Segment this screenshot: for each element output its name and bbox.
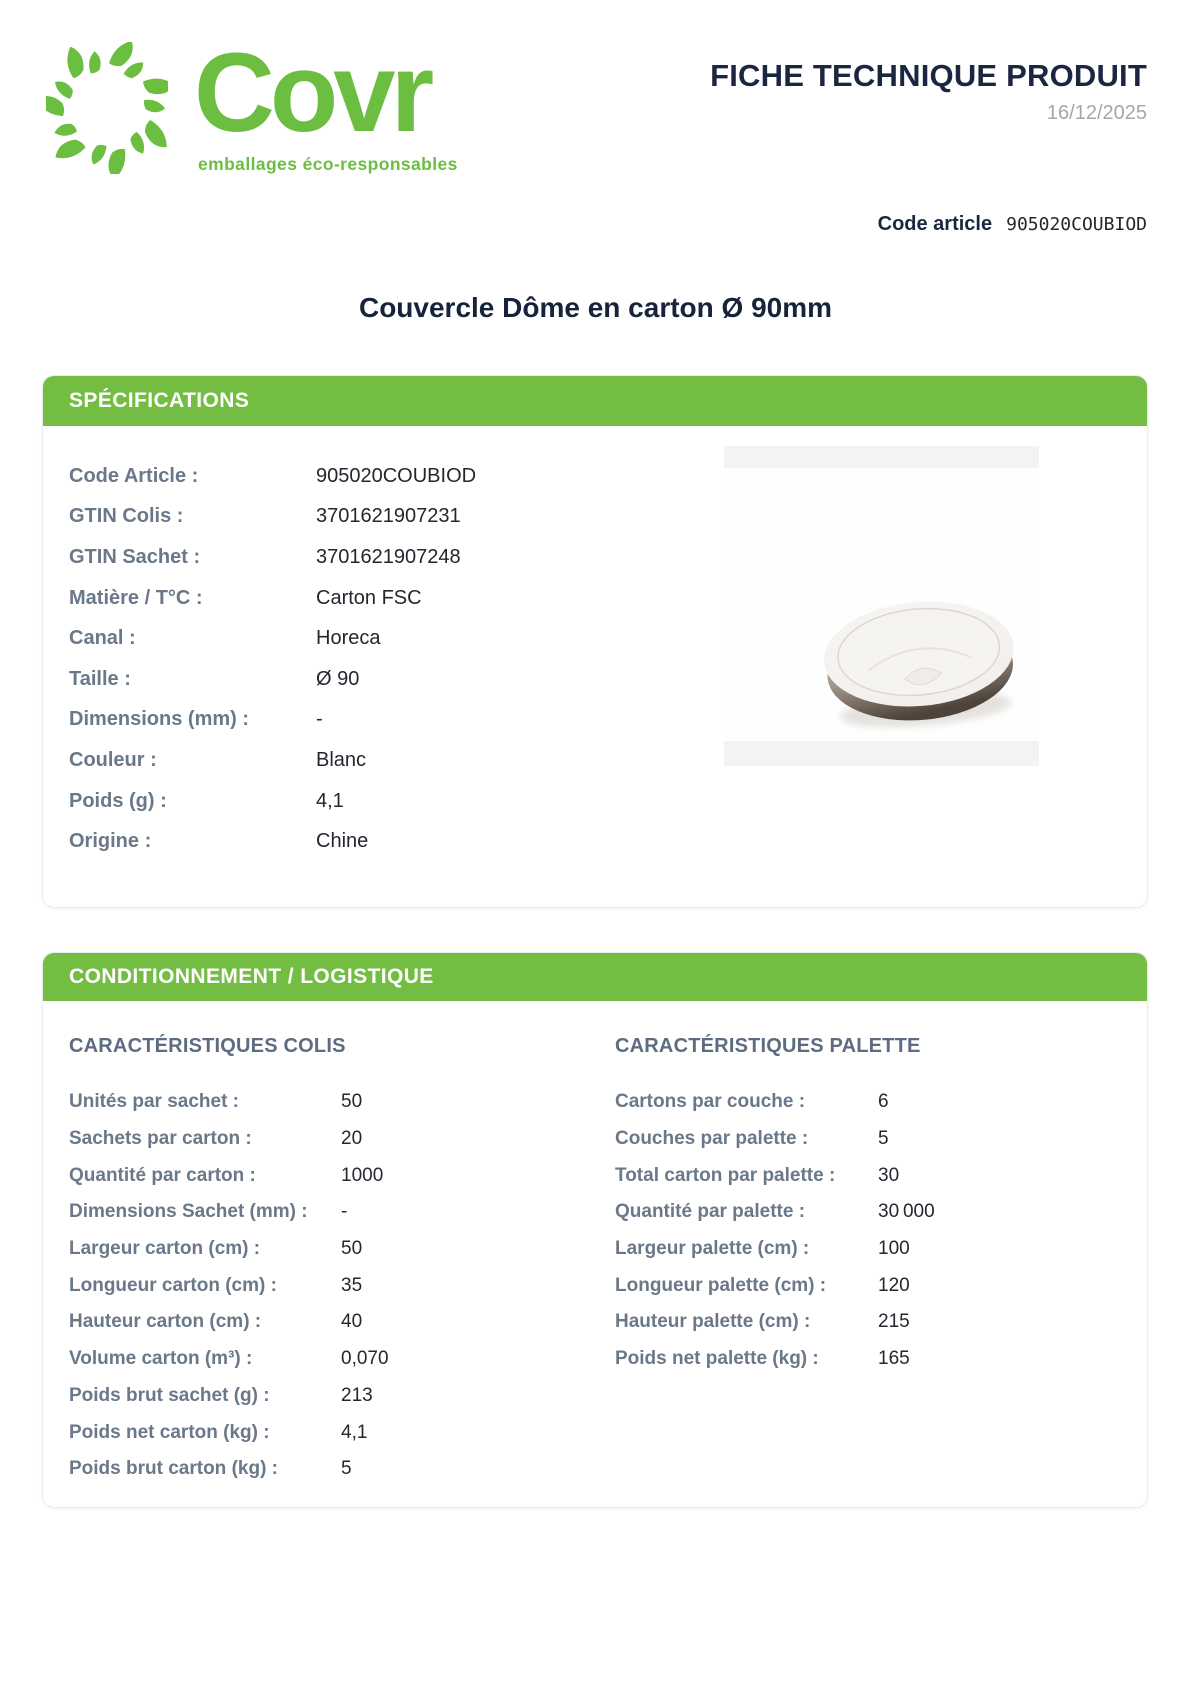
logistics-row xyxy=(615,1231,1147,1268)
document-date: 16/12/2025 xyxy=(1046,102,1147,124)
logistics-row xyxy=(615,1267,1147,1304)
logistics-row xyxy=(69,1121,615,1158)
logistics-value: 0,070 xyxy=(341,1348,389,1370)
logistics-value: 30 xyxy=(878,1164,900,1186)
spec-label: Code Article : xyxy=(69,464,199,487)
spec-label: GTIN Sachet : xyxy=(69,545,201,568)
logistics-value: 50 xyxy=(341,1091,363,1113)
brand-tagline: emballages éco-responsables xyxy=(198,154,458,174)
document-title: FICHE TECHNIQUE PRODUIT xyxy=(710,58,1147,93)
spec-label: GTIN Colis : xyxy=(69,505,184,528)
logo-text xyxy=(194,30,458,175)
code-article-label: Code article xyxy=(877,213,993,235)
spec-label: Dimensions (mm) : xyxy=(69,708,250,731)
spec-value: Carton FSC xyxy=(316,586,422,609)
logistics-row xyxy=(69,1451,615,1488)
spec-row xyxy=(69,497,689,538)
colis-column-title: CARACTÉRISTIQUES COLIS xyxy=(69,1035,346,1057)
photo-background-band xyxy=(724,446,1039,468)
logistics-label: Dimensions Sachet (mm) : xyxy=(69,1201,308,1223)
logistics-label: Cartons par couche : xyxy=(615,1091,806,1113)
specifications-section-header: SPÉCIFICATIONS xyxy=(43,376,1147,426)
spec-row xyxy=(69,456,689,497)
logistics-row xyxy=(69,1304,615,1341)
spec-row xyxy=(69,578,689,619)
logistics-value: 5 xyxy=(878,1128,889,1150)
code-article-value: 905020COUBIOD xyxy=(1006,214,1147,235)
logistics-value: 213 xyxy=(341,1384,373,1406)
spec-label: Couleur : xyxy=(69,748,157,771)
spec-row xyxy=(69,821,689,862)
spec-value: Ø 90 xyxy=(316,667,360,690)
logistics-row xyxy=(69,1157,615,1194)
spec-label: Poids (g) : xyxy=(69,789,167,812)
spec-label: Origine : xyxy=(69,830,152,853)
logistics-label: Longueur carton (cm) : xyxy=(69,1274,277,1296)
logistics-row xyxy=(615,1341,1147,1378)
logistics-value: 20 xyxy=(341,1128,363,1150)
logistics-row xyxy=(69,1414,615,1451)
palette-column xyxy=(615,1035,1147,1488)
logistics-label: Total carton par palette : xyxy=(615,1164,836,1186)
spec-value: 3701621907231 xyxy=(316,505,461,528)
spec-row xyxy=(69,740,689,781)
logistics-value: 50 xyxy=(341,1238,363,1260)
logistics-row xyxy=(69,1194,615,1231)
logistics-label: Hauteur carton (cm) : xyxy=(69,1311,262,1333)
logistics-label: Couches par palette : xyxy=(615,1128,809,1150)
logistics-value: 165 xyxy=(878,1348,910,1370)
logistics-row xyxy=(615,1157,1147,1194)
logistics-label: Poids net carton (kg) : xyxy=(69,1421,270,1443)
logistics-value: 35 xyxy=(341,1274,363,1296)
logistics-row xyxy=(615,1084,1147,1121)
product-photo xyxy=(724,446,1039,766)
logistics-body xyxy=(43,1001,1147,1488)
spec-value: 3701621907248 xyxy=(316,545,461,568)
logistics-value: 1000 xyxy=(341,1164,384,1186)
logistics-label: Longueur palette (cm) : xyxy=(615,1274,827,1296)
spec-label: Taille : xyxy=(69,667,131,690)
colis-column xyxy=(69,1035,615,1488)
logistics-row xyxy=(69,1341,615,1378)
code-article-line xyxy=(878,213,1147,236)
spec-value: 905020COUBIOD xyxy=(316,464,477,487)
leaf-circle-icon xyxy=(46,42,168,174)
logistics-label: Quantité par palette : xyxy=(615,1201,806,1223)
logistics-value: 40 xyxy=(341,1311,363,1333)
logistics-label: Unités par sachet : xyxy=(69,1091,239,1113)
logistics-label: Largeur palette (cm) : xyxy=(615,1238,810,1260)
logistics-value: 6 xyxy=(878,1091,889,1113)
spec-row xyxy=(69,700,689,741)
spec-label: Canal : xyxy=(69,627,136,650)
logistics-row xyxy=(615,1304,1147,1341)
covr-logo xyxy=(46,30,458,175)
logistics-row xyxy=(69,1378,615,1415)
dome-lid-image xyxy=(802,557,1037,755)
logistics-label: Poids net palette (kg) : xyxy=(615,1348,819,1370)
logistics-value: 120 xyxy=(878,1274,910,1296)
logistics-value: 5 xyxy=(341,1458,352,1480)
spec-value: 4,1 xyxy=(316,789,344,812)
spec-label: Matière / T°C : xyxy=(69,586,203,609)
logistics-label: Quantité par carton : xyxy=(69,1164,256,1186)
palette-column-title: CARACTÉRISTIQUES PALETTE xyxy=(615,1035,921,1057)
logistics-value: 100 xyxy=(878,1238,910,1260)
spec-row xyxy=(69,618,689,659)
logistics-row xyxy=(615,1194,1147,1231)
logistics-label: Poids brut carton (kg) : xyxy=(69,1458,278,1480)
spec-row xyxy=(69,781,689,822)
spec-value: - xyxy=(316,708,323,731)
logistics-row xyxy=(69,1267,615,1304)
logistics-row xyxy=(69,1231,615,1268)
logistics-value: 4,1 xyxy=(341,1421,368,1443)
logistics-label: Volume carton (m³) : xyxy=(69,1348,253,1370)
logistics-label: Largeur carton (cm) : xyxy=(69,1238,261,1260)
spec-row xyxy=(69,537,689,578)
brand-name: Covr xyxy=(194,30,430,155)
logistics-value: 30 000 xyxy=(878,1201,935,1223)
logistics-label: Sachets par carton : xyxy=(69,1128,252,1150)
logistics-value: 215 xyxy=(878,1311,910,1333)
logistics-card xyxy=(42,952,1148,1508)
logistics-row xyxy=(69,1084,615,1121)
logistics-label: Hauteur palette (cm) : xyxy=(615,1311,811,1333)
logistics-row xyxy=(615,1121,1147,1158)
logistics-section-header: CONDITIONNEMENT / LOGISTIQUE xyxy=(43,953,1147,1001)
spec-value: Horeca xyxy=(316,627,381,650)
spec-value: Blanc xyxy=(316,748,367,771)
specifications-card xyxy=(42,375,1148,908)
logistics-value: - xyxy=(341,1201,348,1223)
logistics-label: Poids brut sachet (g) : xyxy=(69,1384,270,1406)
product-title: Couvercle Dôme en carton Ø 90mm xyxy=(358,292,833,323)
spec-row xyxy=(69,659,689,700)
spec-value: Chine xyxy=(316,830,369,853)
document-header xyxy=(710,58,1147,125)
